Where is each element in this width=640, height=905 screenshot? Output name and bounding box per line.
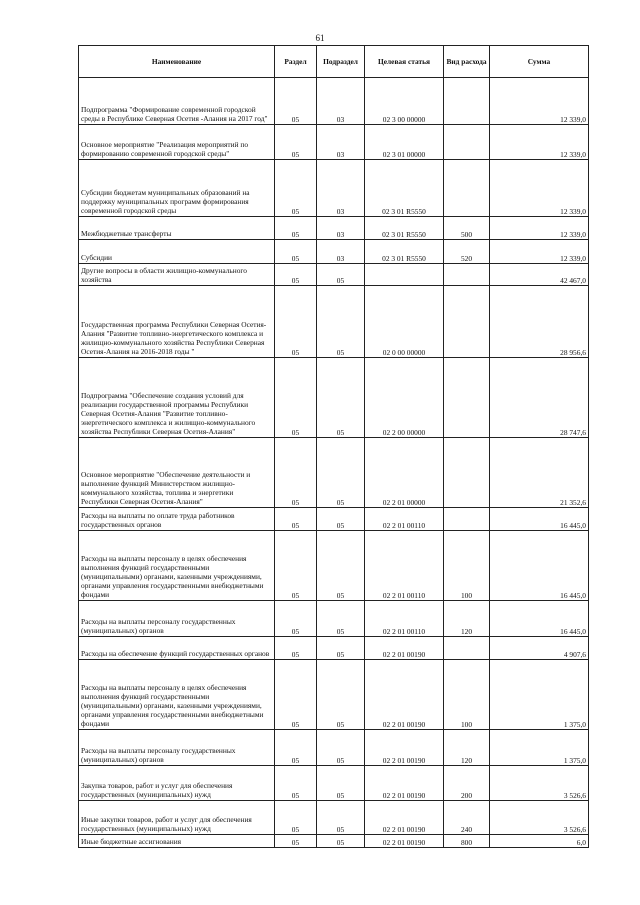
- row-name-text: Межбюджетные трансферты: [81, 228, 172, 238]
- table-row: [79, 358, 589, 438]
- row-name-cell: [79, 358, 275, 438]
- table-row: [79, 766, 589, 801]
- row-name-cell: [79, 438, 275, 508]
- row-name-text: Другие вопросы в области жилищно-коммунального хозяйства: [81, 265, 247, 284]
- row-target-cell: 02 2 01 00110: [365, 508, 444, 531]
- row-name-text: Закупка товаров, работ и услуг для обеспечения государственных (муниципальных) нужд: [81, 780, 233, 799]
- row-subsection-cell: 03: [317, 217, 365, 240]
- column-header-amount: Сумма: [490, 46, 589, 78]
- table-row: [79, 801, 589, 835]
- row-name-text: Расходы на выплаты по оплате труда работников государственных органов: [81, 510, 235, 529]
- row-amount-cell: 4 907,6: [490, 637, 589, 660]
- row-target-cell: [365, 264, 444, 286]
- row-name-cell: [79, 801, 275, 835]
- row-target-cell: 02 2 00 00000: [365, 358, 444, 438]
- row-name-cell: [79, 730, 275, 766]
- row-amount-cell: 42 467,0: [490, 264, 589, 286]
- row-expense-type-cell: 120: [444, 730, 490, 766]
- row-amount-cell: 16 445,0: [490, 508, 589, 531]
- row-expense-type-cell: [444, 264, 490, 286]
- row-section-cell: 05: [275, 660, 317, 730]
- row-target-cell: 02 2 01 00190: [365, 637, 444, 660]
- row-target-cell: 02 2 01 00000: [365, 438, 444, 508]
- row-subsection-cell: 05: [317, 508, 365, 531]
- row-name-cell: [79, 78, 275, 125]
- row-subsection-cell: 05: [317, 601, 365, 637]
- row-expense-type-cell: 800: [444, 835, 490, 848]
- row-target-cell: 02 3 01 00000: [365, 125, 444, 160]
- row-name-cell: [79, 601, 275, 637]
- row-expense-type-cell: 520: [444, 240, 490, 264]
- row-name-text: Подпрограмма "Обеспечение создания условий для реализации государственной программы Республики Северная Осетия-Алания "Развитие топливно-энергетического комплекса и жилищно-коммунального хозяйства Республики Северная Осетия-Алания": [81, 390, 256, 436]
- row-expense-type-cell: 120: [444, 601, 490, 637]
- row-expense-type-cell: 100: [444, 531, 490, 601]
- row-amount-cell: 3 526,6: [490, 801, 589, 835]
- row-expense-type-cell: 500: [444, 217, 490, 240]
- row-name-text: Иные закупки товаров, работ и услуг для обеспечения государственных (муниципальных) нужд: [81, 814, 252, 833]
- row-section-cell: 05: [275, 531, 317, 601]
- row-target-cell: 02 2 01 00190: [365, 660, 444, 730]
- row-name-text: Расходы на обеспечение функций государственных органов: [81, 648, 270, 658]
- row-target-cell: 02 3 00 00000: [365, 78, 444, 125]
- row-section-cell: 05: [275, 730, 317, 766]
- row-expense-type-cell: 100: [444, 660, 490, 730]
- row-name-cell: [79, 660, 275, 730]
- table-row: [79, 125, 589, 160]
- column-header-name: Наименование: [79, 46, 275, 78]
- table-row: [79, 835, 589, 848]
- column-header-expense-type: Вид расхода: [444, 46, 490, 78]
- column-header-section: Раздел: [275, 46, 317, 78]
- table-row: [79, 730, 589, 766]
- row-subsection-cell: 05: [317, 286, 365, 358]
- row-section-cell: 05: [275, 766, 317, 801]
- table-row: [79, 531, 589, 601]
- table-row: [79, 660, 589, 730]
- row-section-cell: 05: [275, 286, 317, 358]
- row-name-text: Иные бюджетные ассигнования: [81, 836, 182, 846]
- row-subsection-cell: 05: [317, 801, 365, 835]
- row-amount-cell: 3 526,6: [490, 766, 589, 801]
- row-section-cell: 05: [275, 358, 317, 438]
- row-subsection-cell: 05: [317, 835, 365, 848]
- row-section-cell: 05: [275, 217, 317, 240]
- row-amount-cell: 1 375,0: [490, 660, 589, 730]
- row-name-text: Подпрограмма "Формирование современной городской среды в Республике Северная Осетия -Алания на 2017 год": [81, 104, 268, 123]
- row-subsection-cell: 05: [317, 766, 365, 801]
- row-expense-type-cell: [444, 358, 490, 438]
- row-amount-cell: 12 339,0: [490, 160, 589, 217]
- row-subsection-cell: 03: [317, 78, 365, 125]
- table-row: [79, 240, 589, 264]
- row-subsection-cell: 03: [317, 240, 365, 264]
- row-section-cell: 05: [275, 160, 317, 217]
- page-number: 61: [315, 33, 325, 43]
- row-name-cell: [79, 835, 275, 848]
- row-amount-cell: 6,0: [490, 835, 589, 848]
- row-name-cell: [79, 766, 275, 801]
- row-name-text: Расходы на выплаты персоналу государственных (муниципальных) органов: [81, 745, 236, 764]
- row-target-cell: 02 2 01 00190: [365, 766, 444, 801]
- table-row: [79, 160, 589, 217]
- row-name-cell: [79, 508, 275, 531]
- row-subsection-cell: 03: [317, 160, 365, 217]
- row-expense-type-cell: 200: [444, 766, 490, 801]
- row-amount-cell: 12 339,0: [490, 78, 589, 125]
- row-section-cell: 05: [275, 240, 317, 264]
- row-amount-cell: 12 339,0: [490, 217, 589, 240]
- row-subsection-cell: 05: [317, 730, 365, 766]
- row-amount-cell: 16 445,0: [490, 531, 589, 601]
- row-amount-cell: 28 956,6: [490, 286, 589, 358]
- row-section-cell: 05: [275, 835, 317, 848]
- budget-table: [78, 45, 589, 848]
- row-name-text: Основное мероприятие "Обеспечение деятельности и выполнение функций Министерством жилищно-коммунального хозяйства, топлива и энергетики Республики Северная Осетия-Алания": [81, 469, 251, 506]
- table-row: [79, 286, 589, 358]
- row-name-cell: [79, 125, 275, 160]
- row-section-cell: 05: [275, 601, 317, 637]
- row-expense-type-cell: 240: [444, 801, 490, 835]
- row-expense-type-cell: [444, 286, 490, 358]
- row-name-cell: [79, 217, 275, 240]
- table-row: [79, 217, 589, 240]
- row-target-cell: 02 0 00 00000: [365, 286, 444, 358]
- column-header-target: Целевая статья: [365, 46, 444, 78]
- row-name-cell: [79, 264, 275, 286]
- row-section-cell: 05: [275, 637, 317, 660]
- table-row: [79, 637, 589, 660]
- row-expense-type-cell: [444, 160, 490, 217]
- row-target-cell: 02 2 01 00110: [365, 531, 444, 601]
- row-expense-type-cell: [444, 637, 490, 660]
- row-amount-cell: 21 352,6: [490, 438, 589, 508]
- row-subsection-cell: 05: [317, 358, 365, 438]
- row-amount-cell: 16 445,0: [490, 601, 589, 637]
- row-name-cell: [79, 637, 275, 660]
- row-target-cell: 02 3 01 R5550: [365, 160, 444, 217]
- row-subsection-cell: 05: [317, 531, 365, 601]
- row-section-cell: 05: [275, 125, 317, 160]
- row-expense-type-cell: [444, 508, 490, 531]
- row-target-cell: 02 2 01 00190: [365, 835, 444, 848]
- table-header-row: [79, 46, 589, 78]
- row-section-cell: 05: [275, 264, 317, 286]
- row-target-cell: 02 2 01 00190: [365, 730, 444, 766]
- row-subsection-cell: 05: [317, 660, 365, 730]
- row-name-cell: [79, 240, 275, 264]
- table-row: [79, 508, 589, 531]
- row-target-cell: 02 3 01 R5550: [365, 217, 444, 240]
- row-section-cell: 05: [275, 78, 317, 125]
- table-row: [79, 78, 589, 125]
- row-section-cell: 05: [275, 438, 317, 508]
- row-name-cell: [79, 531, 275, 601]
- row-amount-cell: 12 339,0: [490, 125, 589, 160]
- row-amount-cell: 1 375,0: [490, 730, 589, 766]
- row-expense-type-cell: [444, 125, 490, 160]
- row-name-text: Субсидии бюджетам муниципальных образований на поддержку муниципальных программ формирования современной городской среды: [81, 187, 250, 215]
- table-row: [79, 438, 589, 508]
- row-amount-cell: 28 747,6: [490, 358, 589, 438]
- row-target-cell: 02 3 01 R5550: [365, 240, 444, 264]
- row-subsection-cell: 05: [317, 264, 365, 286]
- row-section-cell: 05: [275, 801, 317, 835]
- row-section-cell: 05: [275, 508, 317, 531]
- row-subsection-cell: 05: [317, 637, 365, 660]
- column-header-subsection: Подраздел: [317, 46, 365, 78]
- row-name-text: Основное мероприятие "Реализация мероприятий по формированию современной городской среды": [81, 139, 249, 158]
- row-name-text: Расходы на выплаты персоналу в целях обеспечения выполнения функций государственными (муниципальными) органами, казенными учреждениями, органами управления государственными внебюджетными фондами: [81, 553, 264, 599]
- row-name-text: Субсидии: [81, 252, 113, 262]
- table-row: [79, 601, 589, 637]
- row-expense-type-cell: [444, 78, 490, 125]
- row-amount-cell: 12 339,0: [490, 240, 589, 264]
- row-name-cell: [79, 160, 275, 217]
- row-target-cell: 02 2 01 00110: [365, 601, 444, 637]
- row-target-cell: 02 2 01 00190: [365, 801, 444, 835]
- row-name-cell: [79, 286, 275, 358]
- row-name-text: Расходы на выплаты персоналу в целях обеспечения выполнения функций государственными (муниципальными) органами, казенными учреждениями, органами управления государственными внебюджетными фондами: [81, 682, 264, 728]
- table-row: [79, 264, 589, 286]
- row-expense-type-cell: [444, 438, 490, 508]
- row-subsection-cell: 03: [317, 125, 365, 160]
- row-subsection-cell: 05: [317, 438, 365, 508]
- row-name-text: Государственная программа Республики Северная Осетия-Алания "Развитие топливно-энергетического комплекса и жилищно-коммунального хозяйства Республики Северная Осетия-Алания на 2016-2018 годы ": [81, 319, 267, 356]
- row-name-text: Расходы на выплаты персоналу государственных (муниципальных) органов: [81, 616, 236, 635]
